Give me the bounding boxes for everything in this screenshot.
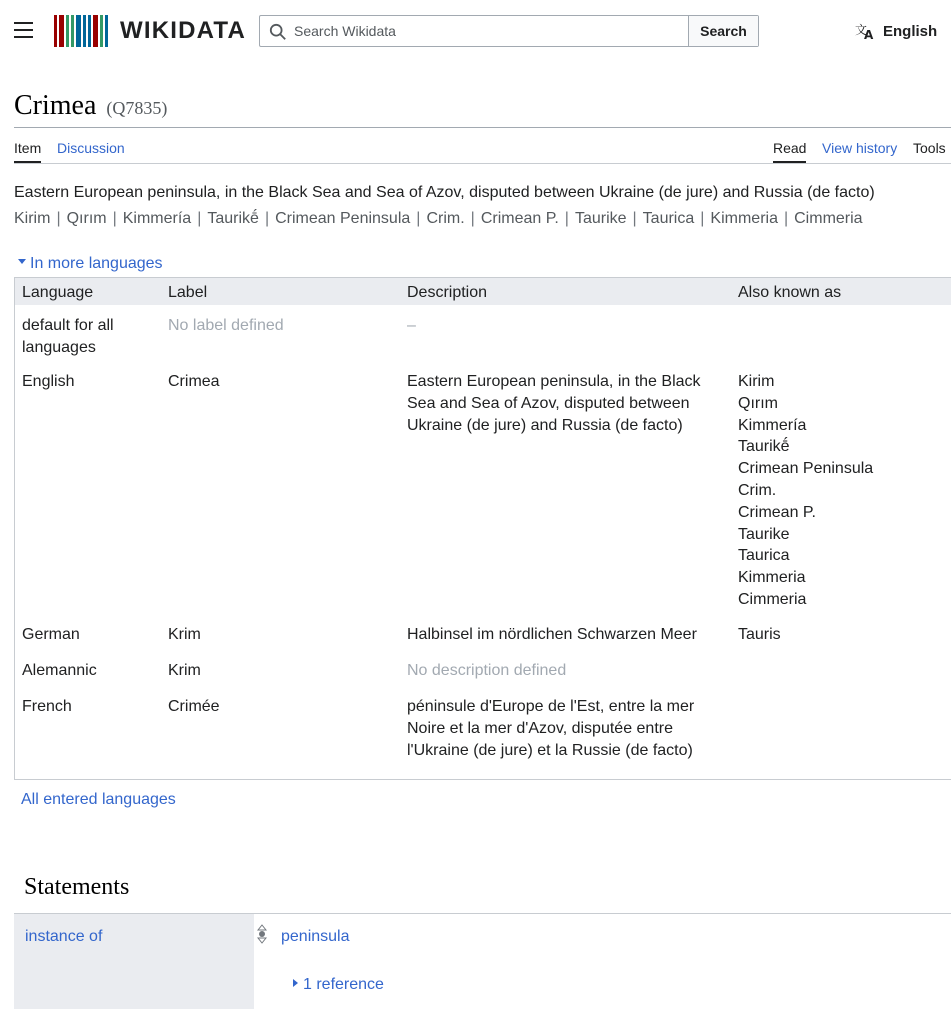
language-selector[interactable] [855, 22, 937, 40]
logo-text: WIKIDATA [120, 17, 247, 44]
collapse-triangle-icon [18, 259, 26, 264]
row-label: Crimea [168, 373, 220, 390]
title-divider [14, 127, 951, 128]
item-label: Crimea [14, 90, 97, 121]
row-aliases: Kirim Qırım Kimmería Taurikḗ Crimean Peninsula Crim. Crimean P. Taurike Taurica Kimmeria Cimmeria [738, 373, 874, 608]
row-aliases: Tauris [738, 626, 781, 643]
alias-item: Qırım [66, 210, 107, 227]
row-label: Crimée [168, 698, 220, 715]
barcode-bar [83, 15, 86, 47]
barcode-bar [93, 15, 98, 47]
row-label: Krim [168, 626, 201, 643]
translate-icon [855, 22, 875, 40]
site-header [0, 0, 951, 62]
row-description: No description defined [407, 662, 567, 679]
search-button[interactable]: Search [688, 16, 758, 46]
language-label: English [883, 22, 938, 40]
references-toggle[interactable] [293, 976, 384, 994]
search-icon [269, 23, 287, 41]
alias-separator: | [56, 210, 61, 227]
row-label: Krim [168, 662, 201, 679]
barcode-bar [54, 15, 57, 47]
svg-text:文: 文 [855, 23, 868, 37]
row-language: English [22, 373, 75, 390]
references-count: 1 reference [303, 976, 384, 993]
alias-item: Taurikḗ [207, 210, 259, 227]
barcode-bar [76, 15, 81, 47]
barcode-bar [66, 15, 69, 47]
header-description: Description [407, 284, 488, 301]
tab-discussion[interactable]: Discussion [57, 140, 125, 156]
alias-item: Kimmería [122, 210, 192, 227]
header-language: Language [22, 284, 94, 301]
alias-item: Crimean Peninsula [275, 210, 411, 227]
alias-item: Taurike [574, 210, 627, 227]
barcode-bar [59, 15, 64, 47]
item-description: Eastern European peninsula, in the Black Sea and Sea of Azov, disputed between Ukraine (de jure) and Russia (de facto) [14, 184, 875, 201]
tab-view-history[interactable]: View history [822, 140, 898, 156]
alias-separator: | [197, 210, 202, 227]
row-description: – [407, 317, 416, 334]
alias-item: Kimmeria [710, 210, 778, 227]
search-form [259, 15, 759, 47]
alias-separator: | [632, 210, 637, 227]
in-more-languages-label: In more languages [30, 255, 163, 272]
alias-item: Kirim [14, 210, 51, 227]
in-more-languages-toggle[interactable] [18, 255, 163, 273]
expand-triangle-icon [293, 979, 298, 987]
row-label: No label defined [168, 317, 284, 334]
wikidata-logo[interactable] [54, 15, 246, 47]
tabs-divider [14, 163, 951, 164]
alias-separator: | [470, 210, 475, 227]
alias-separator: | [416, 210, 421, 227]
tab-read[interactable]: Read [773, 140, 807, 156]
barcode-bar [100, 15, 103, 47]
tab-tools[interactable]: Tools [913, 140, 946, 156]
statement-value-peninsula[interactable]: peninsula [281, 928, 350, 945]
alias-separator: | [700, 210, 705, 227]
alias-item: Cimmeria [794, 210, 863, 227]
search-input[interactable] [260, 16, 688, 46]
statements-heading: Statements [24, 874, 130, 900]
barcode-bar [105, 15, 108, 47]
alias-item: Taurica [642, 210, 695, 227]
item-id: (Q7835) [106, 98, 168, 118]
row-language: French [22, 698, 72, 715]
barcode-bar [71, 15, 74, 47]
alias-separator: | [264, 210, 270, 227]
barcode-logo-icon [54, 15, 110, 47]
barcode-bar [88, 15, 91, 47]
row-language: Alemannic [22, 662, 97, 679]
languages-table [14, 277, 951, 780]
search-field [260, 16, 688, 46]
all-entered-languages-link[interactable]: All entered languages [21, 791, 176, 808]
alias-separator: | [564, 210, 569, 227]
alias-item: Crim. [426, 210, 465, 227]
alias-separator: | [783, 210, 789, 227]
row-language: German [22, 626, 80, 643]
tab-item[interactable]: Item [14, 140, 42, 156]
header-label: Label [168, 284, 208, 301]
row-description: péninsule d'Europe de l'Est, entre la mer Noire et la mer d'Azov, disputée entre l'Ukraine (de jure) et la Russie (de facto) [407, 698, 695, 759]
row-description: Halbinsel im nördlichen Schwarzen Meer [407, 626, 697, 643]
svg-text:A: A [864, 28, 874, 40]
page-title [14, 90, 167, 122]
alias-item: Crimean P. [480, 210, 559, 227]
languages-table-header [15, 278, 951, 305]
property-link-instance-of[interactable]: instance of [25, 928, 103, 945]
header-also-known-as: Also known as [738, 284, 842, 301]
row-language: default for all languages [22, 317, 114, 356]
main-menu-icon[interactable] [14, 22, 34, 38]
item-aliases [14, 210, 863, 228]
alias-separator: | [112, 210, 117, 227]
normal-rank-icon[interactable] [257, 924, 267, 944]
row-description: Eastern European peninsula, in the Black Sea and Sea of Azov, disputed between Ukraine (de jure) and Russia (de facto) [407, 373, 701, 434]
